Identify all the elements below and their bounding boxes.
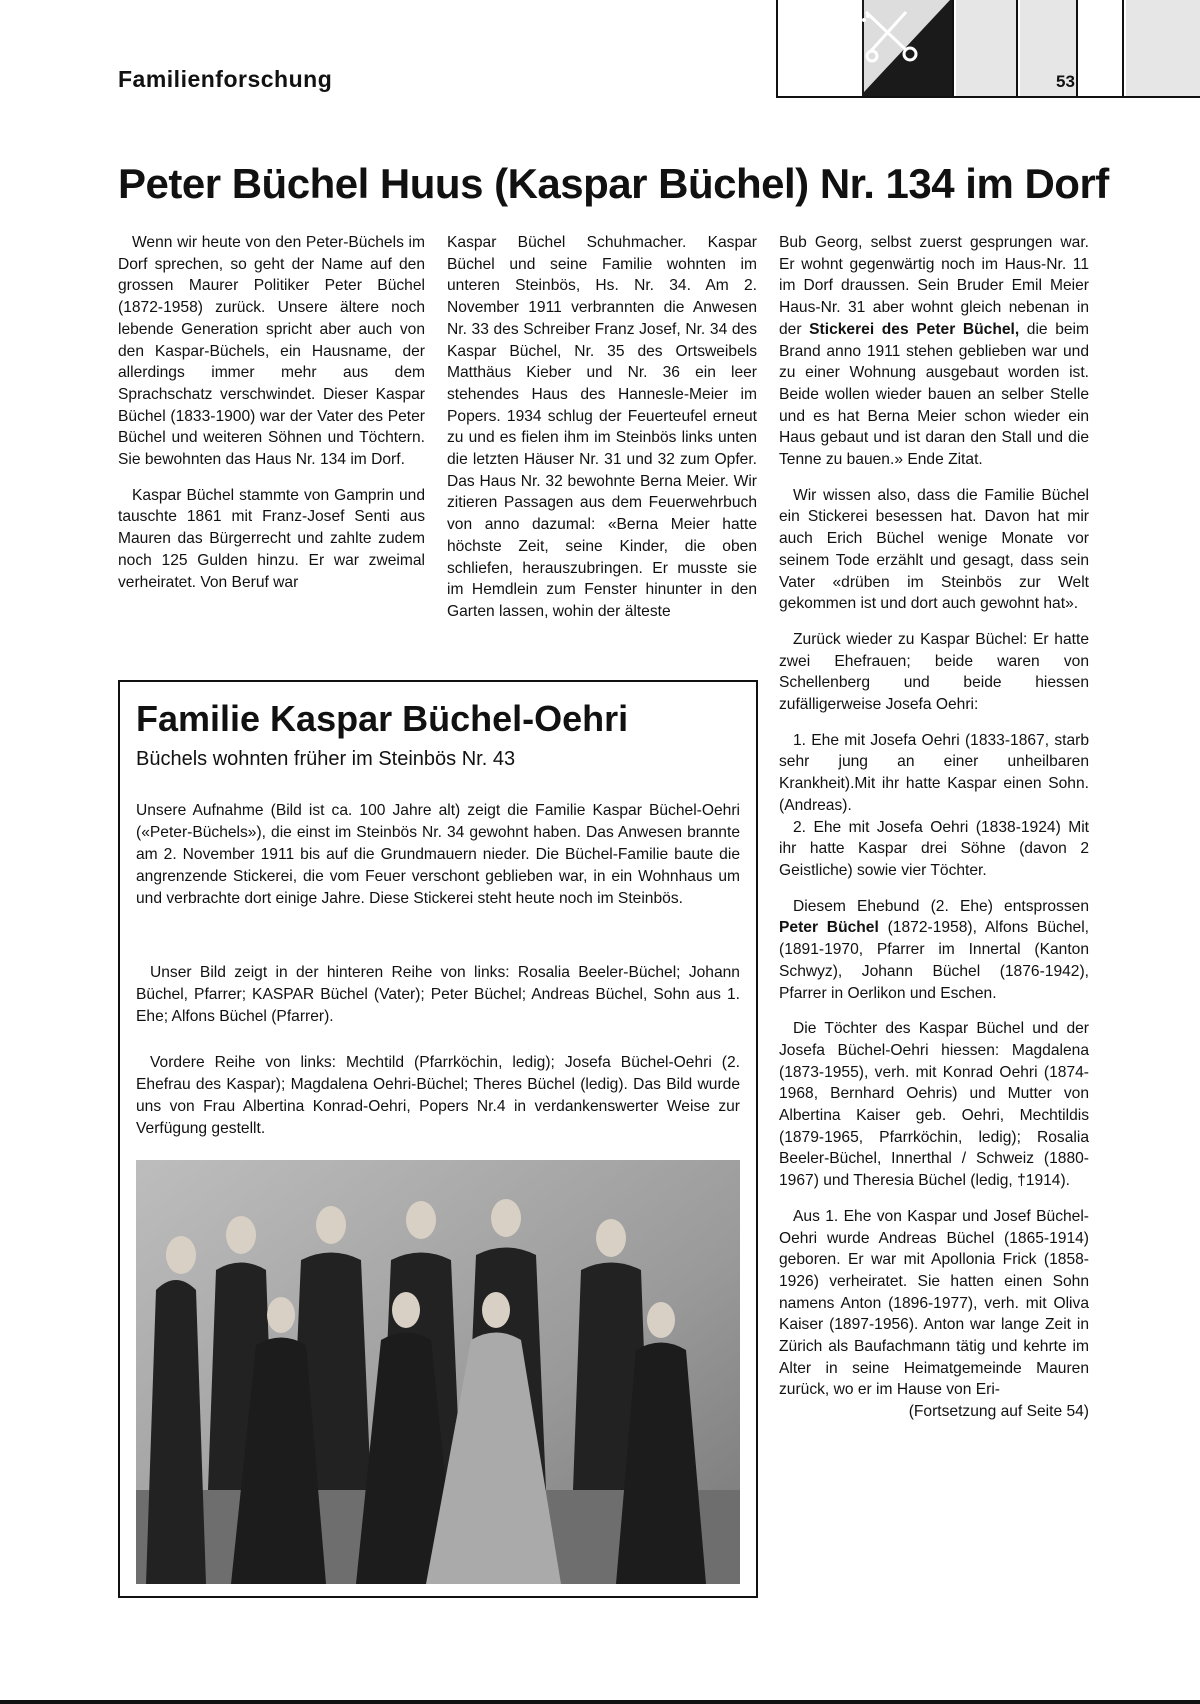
paragraph: Die Töchter des Kaspar Büchel und der Josefa Büchel-Oehri hiessen: Magdalena (1873-1955), verh. mit Konrad Oehri (1874-1968, Bernhard Oehris) und Mutter von Albertina Kaiser geb. Oehri, Mechtildis (1879-1965, Pfarrköchin, ledig); Rosalia Beeler-Büchel, Innerthal / Schweiz (1880-1967) und Theresia Büchel (ledig, †1914). xyxy=(779,1020,1089,1190)
paragraph: Diesem Ehebund (2. Ehe) entsprossen Peter Büchel (1872-1958), Alfons Büchel,(1891-1970, Pfarrer im Innertal (Kanton Schwyz), Johann Büchel (1876-1942), Pfarrer in Oerlikon und Eschen. xyxy=(779,897,1089,1002)
box-subtitle: Büchels wohnten früher im Steinbös Nr. 43 xyxy=(136,748,516,770)
paragraph: Kaspar Büchel stammte von Gamprin und tauschte 1861 mit Franz-Josef Senti aus Mauren das Bürgerrecht und zahlte zudem noch 125 Gulden hinzu. Er war zweimal verheiratet. Von Beruf war xyxy=(118,486,425,591)
paragraph: Wir wissen also, dass die Familie Büchel ein Stickerei besessen hat. Davon hat mir auch Erich Büchel wenige Monate vor seinem Tode erzählt und gesagt, dass sein Vater «drüben im Steinbös zur Welt gekommen ist und dort auch gewohnt hat». xyxy=(779,486,1089,613)
section-label: Familienforschung xyxy=(118,66,333,92)
page-number: 53 xyxy=(1056,72,1075,91)
article-title: Peter Büchel Huus (Kaspar Büchel) Nr. 134 im Dorf xyxy=(118,160,1109,207)
scissors-needle-icon xyxy=(860,4,940,64)
box-paragraph: Vordere Reihe von links: Mechtild (Pfarrköchin, ledig); Josefa Büchel-Oehri (2. Ehefrau des Kaspar); Magdalena Oehri-Büchel; Theres Büchel (ledig). Das Bild wurde uns von Frau Albertina Konrad-Oehri, Popers Nr.4 in verdankenswerter Weise zur Verfügung gestellt. xyxy=(136,1054,740,1137)
box-title: Familie Kaspar Büchel-Oehri xyxy=(136,698,629,739)
column-1 xyxy=(118,232,425,607)
footer-bar xyxy=(0,1700,1200,1704)
paragraph: Kaspar Büchel Schuhmacher. Kaspar Büchel und seine Familie wohnten im unteren Steinbös, Hs. Nr. 34. Am 2. November 1911 verbrannten die Anwesen Nr. 33 des Schreiber Franz Josef, Nr. 34 des Kaspar Büchel, Nr. 35 des Ortsweibels Matthäus Kieber und Nr. 36 ein leer stehendes Haus des Hannesle-Meier im Popers. 1934 schlug der Feuerteufel erneut zu und es fielen ihm im Steinbös links unten die letzten Häuser Nr. 31 und 32 zum Opfer. Das Haus Nr. 32 bewohnte Berna Meier. Wir zitieren Passagen aus dem Feuerwehrbuch von anno dazumal: «Berna Meier hatte höchste Zeit, seine Kinder, die oben schliefen, herauszubringen. Er musste sie im Hemdlein zum Fenster hinunter in den Garten lassen, wohin der älteste xyxy=(447,234,757,620)
column-2 xyxy=(447,232,757,637)
family-photo xyxy=(136,1160,740,1584)
bold-phrase: Peter Büchel xyxy=(779,919,879,937)
paragraph: Bub Georg, selbst zuerst gesprungen war. Er wohnt gegenwärtig noch im Haus-Nr. 11 im Dorf draussen. Sein Bruder Emil Meier Haus-Nr. 31 aber wohnt gleich nebenan in der Stickerei des Peter Büchel, die beim Brand anno 1911 stehen geblieben war und zu einer Wohnung ausgebaut worden ist. Beide wollen wieder bauen an selber Stelle und es hat Berna Meier schon wieder ein Haus gebaut und ist daran den Stall und die Tenne zu bauen.» Ende Zitat. xyxy=(779,234,1090,469)
paragraph: Wenn wir heute von den Peter-Büchels im Dorf sprechen, so geht der Name auf den grossen Maurer Politiker Peter Büchel (1872-1958) zurück. Unsere ältere noch lebende Generation spricht aber auch von den Kaspar-Büchels, ein Hausname, der allerdings immer mehr aus dem Sprachschatz verschwindet. Dieser Kaspar Büchel (1833-1900) war der Vater des Peter Büchel und weiteren Söhnen und Töchtern. Sie bewohnten das Haus Nr. 134 im Dorf. xyxy=(118,234,425,469)
bold-phrase: Stickerei des Peter Büchel, xyxy=(809,320,1020,338)
photo-box xyxy=(118,680,758,1598)
paragraph: Aus 1. Ehe von Kaspar und Josef Büchel-Oehri wurde Andreas Büchel (1865-1914) geboren. Er war mit Apollonia Frick (1858-1926) verheiratet. Sie hatten einen Sohn namens Anton (1896-1977), verh. mit Oliva Kaiser (1897-1956). Anton war lange Zeit in Zürich als Baufachmann tätig und kehrte im Alter in seine Heimatgemeinde Mauren zurück, wo er im Hause von Eri- xyxy=(779,1207,1089,1399)
box-paragraph: Unsere Aufnahme (Bild ist ca. 100 Jahre alt) zeigt die Familie Kaspar Büchel-Oehri («Peter-Büchels»), die einst im Steinbös Nr. 34 gewohnt haben. Das Anwesen brannte am 2. November 1911 bis auf die Grundmauern nieder. Die Büchel-Familie baute die angrenzende Stickerei, die vom Feuer verschont geblieben war, in ein Wohnhaus um und verbrachte dort einige Jahre. Diese Stickerei steht heute noch im Steinbös. xyxy=(136,802,740,907)
column-3 xyxy=(779,232,1089,1423)
header-rule xyxy=(776,96,1200,98)
box-paragraph: Unser Bild zeigt in der hinteren Reihe von links: Rosalia Beeler-Büchel; Johann Büchel, Pfarrer; KASPAR Büchel (Vater); Peter Büchel; Andreas Büchel, Sohn aus 1. Ehe; Alfons Büchel (Pfarrer). xyxy=(136,964,740,1025)
continuation-note: (Fortsetzung auf Seite 54) xyxy=(908,1403,1089,1421)
paragraph: 2. Ehe mit Josefa Oehri (1838-1924) Mit ihr hatte Kaspar drei Söhne (davon 2 Geistliche) sowie vier Töchter. xyxy=(779,818,1089,879)
paragraph: 1. Ehe mit Josefa Oehri (1833-1867, starb sehr jung an einer unheilbaren Krankheit).Mit ihr hatte Kaspar einen Sohn. (Andreas). xyxy=(779,731,1089,814)
paragraph: Zurück wieder zu Kaspar Büchel: Er hatte zwei Ehefrauen; beide waren von Schellenberg und beide hiessen zufälligerweise Josefa Oehri: xyxy=(779,630,1089,714)
header-ornament xyxy=(776,0,1200,98)
